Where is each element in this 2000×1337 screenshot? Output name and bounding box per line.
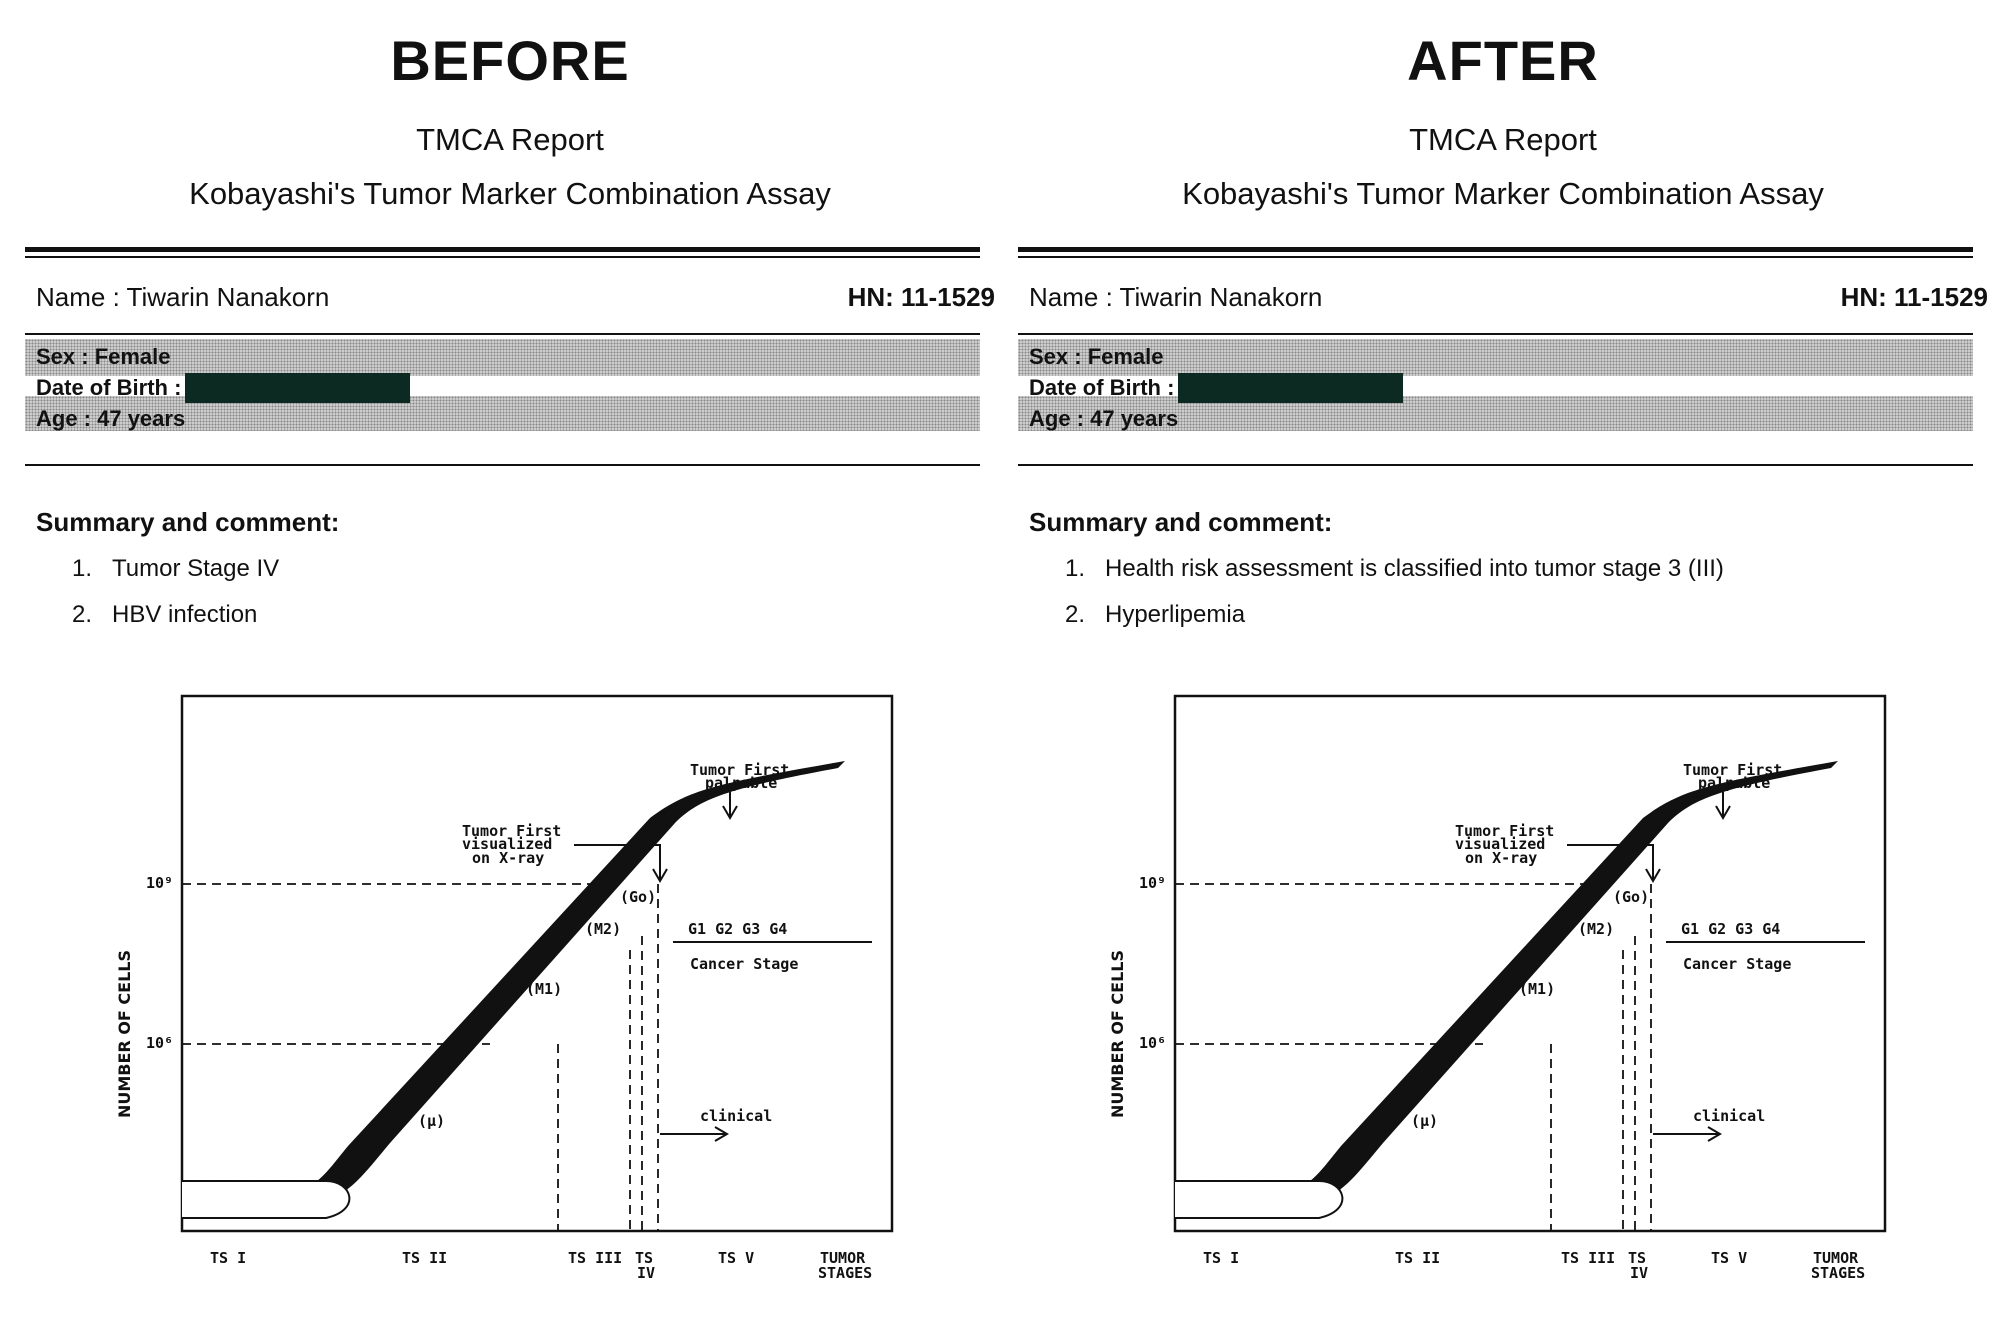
x-label-ts4-bottom: IV: [1630, 1264, 1649, 1282]
annot-tumor-first-xray: Tumor First: [462, 822, 562, 840]
x-label-ts5: TS V: [718, 1249, 755, 1267]
tumor-growth-diagram: [1083, 688, 1923, 1288]
annot-tumor-first-palpable: Tumor First: [1683, 761, 1783, 779]
annot-tumor-first-xray: Tumor First: [1455, 822, 1555, 840]
patient-name: Name : Tiwarin Nanakorn: [36, 282, 330, 312]
hospital-number: HN: 11-1529: [847, 282, 995, 312]
x-label-stages: STAGES: [818, 1264, 873, 1282]
hospital-number: HN: 11-1529: [1840, 282, 1988, 312]
age-line: Age : 47 years: [1029, 406, 1179, 431]
x-label-tumor: TUMOR: [820, 1249, 866, 1267]
phase-go: (Go): [620, 888, 657, 906]
x-label-ts2: TS II: [1395, 1249, 1441, 1267]
summary-item-number: 2.: [72, 601, 93, 628]
annot-visualized: visualized: [462, 835, 553, 853]
panel-heading: BEFORE: [390, 29, 630, 92]
y-axis-label: NUMBER OF CELLS: [115, 949, 134, 1118]
x-label-tumor: TUMOR: [1813, 1249, 1859, 1267]
header-divider-thin: [1018, 256, 1973, 258]
tumor-growth-diagram: [90, 688, 930, 1288]
grades-label: G1 G2 G3 G4: [688, 920, 788, 938]
x-label-stages: STAGES: [1811, 1264, 1866, 1282]
phase-go: (Go): [1613, 888, 1650, 906]
summary-heading: Summary and comment:: [1029, 507, 1333, 537]
summary-item-number: 1.: [72, 555, 93, 582]
header-divider-thick: [1018, 247, 1973, 252]
clinical-arrow: [660, 1127, 727, 1141]
x-label-ts5: TS V: [1711, 1249, 1748, 1267]
summary-item-number: 1.: [1065, 555, 1086, 582]
report-title: TMCA Report: [416, 122, 604, 157]
report-subtitle: Kobayashi's Tumor Marker Combination Assay: [1182, 176, 1824, 211]
grades-label: G1 G2 G3 G4: [1681, 920, 1781, 938]
info-divider-bottom: [25, 464, 980, 466]
summary-item-text: Tumor Stage IV: [112, 555, 280, 582]
tick-1e9: 10⁹: [146, 874, 174, 892]
header-divider-thin: [25, 256, 980, 258]
before-panel: [20, 0, 1000, 1337]
x-label-ts3: TS III: [568, 1249, 623, 1267]
phase-m1: (M1): [1519, 980, 1556, 998]
curve-tail: [1175, 1181, 1342, 1218]
phase-mu: (μ): [1411, 1112, 1439, 1130]
annot-palpable: palpable: [705, 774, 778, 792]
summary-item: [1065, 601, 1245, 629]
clinical-label: clinical: [1693, 1107, 1766, 1125]
x-label-ts4-top: TS: [1628, 1249, 1647, 1267]
dob-redaction-bar: [1178, 373, 1403, 403]
phase-m2: (M2): [585, 920, 622, 938]
annot-palpable: palpable: [1698, 774, 1771, 792]
summary-item: [1065, 555, 1724, 583]
summary-item: [72, 555, 279, 583]
info-divider-bottom: [1018, 464, 1973, 466]
x-label-ts4-bottom: IV: [637, 1264, 656, 1282]
summary-item-number: 2.: [1065, 601, 1086, 628]
patient-name: Name : Tiwarin Nanakorn: [1029, 282, 1323, 312]
x-label-ts2: TS II: [402, 1249, 448, 1267]
annot-visualized: visualized: [1455, 835, 1546, 853]
curve-tail: [182, 1181, 349, 1218]
phase-m1: (M1): [526, 980, 563, 998]
dob-label: Date of Birth :: [36, 375, 182, 400]
report-title: TMCA Report: [1409, 122, 1597, 157]
x-label-ts4-top: TS: [635, 1249, 654, 1267]
report-subtitle: Kobayashi's Tumor Marker Combination Assay: [189, 176, 831, 211]
annot-on-xray: on X-ray: [1465, 849, 1538, 867]
y-axis-label: NUMBER OF CELLS: [1108, 949, 1127, 1118]
phase-m2: (M2): [1578, 920, 1615, 938]
tumor-growth-curve: [280, 761, 845, 1198]
sex-line: Sex : Female: [1029, 344, 1164, 369]
summary-item: [72, 601, 257, 629]
annot-tumor-first-palpable: Tumor First: [690, 761, 790, 779]
palpable-arrow: [723, 792, 737, 818]
panel-heading: AFTER: [1407, 29, 1599, 92]
summary-heading: Summary and comment:: [36, 507, 340, 537]
cancer-stage-label: Cancer Stage: [1683, 955, 1792, 973]
tick-1e6: 10⁶: [1139, 1034, 1167, 1052]
info-divider-top: [25, 333, 980, 335]
info-divider-top: [1018, 333, 1973, 335]
summary-item-text: Health risk assessment is classified into tumor stage 3 (III): [1105, 555, 1724, 582]
clinical-arrow: [1653, 1127, 1720, 1141]
dob-label: Date of Birth :: [1029, 375, 1175, 400]
after-panel: [1013, 0, 1993, 1337]
tumor-growth-curve: [1273, 761, 1838, 1198]
header-divider-thick: [25, 247, 980, 252]
x-label-ts1: TS I: [210, 1249, 247, 1267]
annot-on-xray: on X-ray: [472, 849, 545, 867]
summary-item-text: HBV infection: [112, 601, 258, 628]
tick-1e6: 10⁶: [146, 1034, 174, 1052]
cancer-stage-label: Cancer Stage: [690, 955, 799, 973]
sex-line: Sex : Female: [36, 344, 171, 369]
palpable-arrow: [1716, 792, 1730, 818]
x-label-ts3: TS III: [1561, 1249, 1616, 1267]
phase-mu: (μ): [418, 1112, 446, 1130]
summary-item-text: Hyperlipemia: [1105, 601, 1246, 628]
clinical-label: clinical: [700, 1107, 773, 1125]
age-line: Age : 47 years: [36, 406, 186, 431]
dob-redaction-bar: [185, 373, 410, 403]
x-label-ts1: TS I: [1203, 1249, 1240, 1267]
tick-1e9: 10⁹: [1139, 874, 1167, 892]
